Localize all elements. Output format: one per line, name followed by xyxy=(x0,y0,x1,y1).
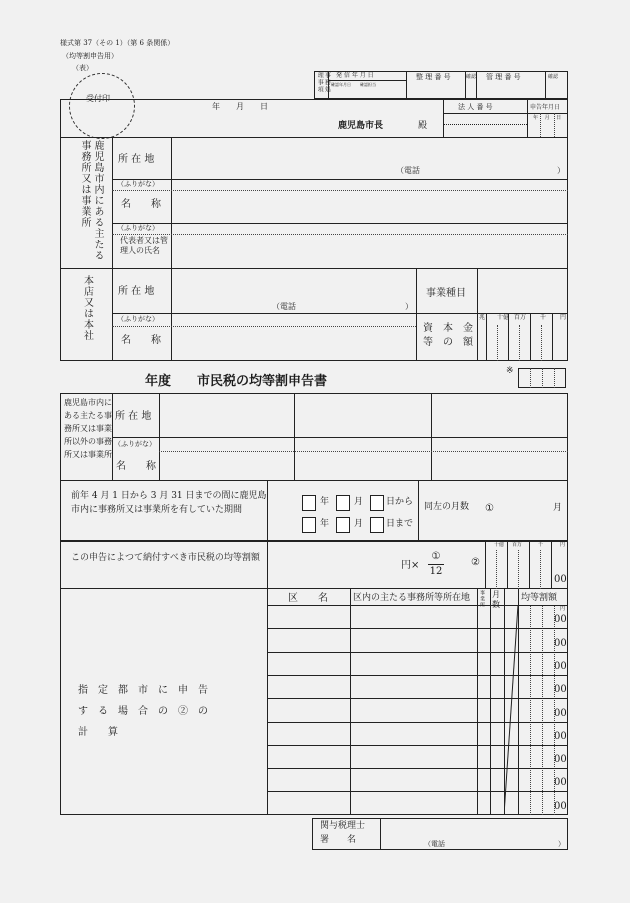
seiri-number-label: 整 理 番 号 xyxy=(416,73,451,81)
form-side: （表） xyxy=(72,64,93,72)
tax-text: この申告によつて納付すべき市民税の均等割額 xyxy=(71,553,260,563)
from-day-box[interactable] xyxy=(370,495,384,511)
col-amount: 均等割額 xyxy=(521,593,558,603)
row-divider xyxy=(267,628,568,629)
ward-input[interactable] xyxy=(270,608,346,625)
row-amount-zero: 00 xyxy=(554,637,567,649)
accountant-label: 関与税理士 xyxy=(320,821,366,831)
formula-yen: 円× xyxy=(401,560,420,571)
fiscal-year-label: 年度 xyxy=(145,374,172,389)
ward-input[interactable] xyxy=(270,655,346,672)
months-strike-line xyxy=(504,605,518,815)
main-furigana-1: （ふりがな） xyxy=(117,180,159,188)
other-furigana: （ふりがな） xyxy=(114,440,156,448)
main-address-label: 所 在 地 xyxy=(118,154,155,165)
mark-2: ② xyxy=(471,557,480,568)
capital-label: 資 本 金 xyxy=(423,323,473,334)
head-phone: （電話 xyxy=(272,302,296,311)
row-amount-zero: 00 xyxy=(554,707,567,719)
col-months: 月数 xyxy=(492,590,500,609)
accountant-phone: （電話 xyxy=(424,840,445,848)
corp-number-label: 法 人 番 号 xyxy=(458,103,493,111)
row-divider xyxy=(267,745,568,746)
formula-denominator: 12 xyxy=(429,566,443,577)
row-amount-zero: 00 xyxy=(554,684,567,696)
period-text: 前年 4 月 1 日から 3 月 31 日までの間に鹿児島市内に事務所又は事業所を有していた期間 xyxy=(71,491,267,515)
tax-form-page: 様式第 37（その 1）（第 6 条関係） （均等割申告用） （表） 事務処理事項 発 信 年 月 日 確認年月日 確認担当 整 理 番 号 確認 管 理 番 号 確認 受付印 年 月 日 法 人 番 号 申告年月日 年 月 日 鹿児島市長 殿 鹿児島市内にある主たる事務所又は事業所 所 在 地 （電話 ） （ふりがな） 名 称 （ふりがな） 代表者又は管理人の氏名 本店又は本社 所 在 地 （電話 ） （ふりがな） 名 称 事業種目 資 本 金 等 の 額 兆 十億 百万 千 円 年度 市民税の均等割申告書 ※ 鹿児島市内にある主たる事務所又は事業所以外の事務所又は事業所 所 在 地 （ふりがな） 名 称 前年 4 月 1 日から 3 月 31 日までの間に鹿児島市内に事務所又は事業所を有していた期間 年 月 日から 年 月 日まで 同左の月数 ① 月 この申告によつて納付すべき市民税の均等割額 円× ① 12 ② 十億 百万 千 円 00 指 定 都 市 に 申 告 す る 場 合 の ② の 計 算 区 名 区内の主たる事務所等所在地 事業所 月数 均等割額 円 00 00 00 00 00 00 00 00 00 関与税理士 署 名 （電話 ） xyxy=(60,39,567,848)
main-phone: （電話 xyxy=(396,166,420,175)
business-type-label: 事業種目 xyxy=(426,288,466,299)
form-number: 様式第 37（その 1）（第 6 条関係） xyxy=(60,39,175,47)
representative-input[interactable] xyxy=(175,238,555,260)
ward-input[interactable] xyxy=(270,678,346,695)
accountant-signature-input[interactable] xyxy=(384,821,564,837)
designated-label: 指 定 都 市 に 申 告 す る 場 合 の ② の 計 算 xyxy=(78,685,208,738)
head-name-label: 名 称 xyxy=(121,335,161,346)
col-office: 区内の主たる事務所等所在地 xyxy=(353,593,471,603)
ward-input[interactable] xyxy=(270,631,346,648)
tax-zero: 00 xyxy=(554,574,567,585)
row-divider xyxy=(267,698,568,699)
ward-input[interactable] xyxy=(270,701,346,718)
row-amount-zero: 00 xyxy=(554,800,567,812)
from-month-box[interactable] xyxy=(336,495,350,511)
row-amount-zero: 00 xyxy=(554,614,567,626)
main-office-label: 鹿児島市内にある主たる事務所又は事業所 xyxy=(79,140,103,261)
main-furigana-2: （ふりがな） xyxy=(117,224,159,232)
send-date-label: 発 信 年 月 日 xyxy=(336,72,374,79)
ward-input[interactable] xyxy=(270,771,346,788)
head-address-label: 所 在 地 xyxy=(118,286,155,297)
office-use-label: 事務処理事項 xyxy=(316,72,331,93)
main-address-input[interactable] xyxy=(175,150,555,164)
form-title: 市民税の均等割申告書 xyxy=(197,374,328,389)
row-divider xyxy=(267,791,568,792)
row-amount-zero: 00 xyxy=(554,777,567,789)
row-amount-zero: 00 xyxy=(554,660,567,672)
other-address-label: 所 在 地 xyxy=(115,411,152,422)
row-amount-zero: 00 xyxy=(554,754,567,766)
ward-input[interactable] xyxy=(270,748,346,765)
month-unit: 月 xyxy=(553,503,563,513)
row-divider xyxy=(267,675,568,676)
row-divider xyxy=(267,722,568,723)
office-mark: ※ xyxy=(506,366,514,376)
head-name-input[interactable] xyxy=(175,330,411,354)
kanri-number-label: 管 理 番 号 xyxy=(486,73,521,81)
head-address-input[interactable] xyxy=(175,281,411,297)
row-amount-zero: 00 xyxy=(554,730,567,742)
to-day-box[interactable] xyxy=(370,517,384,533)
form-kind: （均等割申告用） xyxy=(62,52,118,60)
head-office-label: 本店又は本社 xyxy=(81,275,93,341)
business-type-input[interactable] xyxy=(480,272,565,310)
formula-numerator: ① xyxy=(431,551,441,562)
receipt-stamp-label: 受付印 xyxy=(86,94,110,103)
shinkoku-date-label: 申告年月日 xyxy=(530,104,561,111)
representative-label: 代表者又は管理人の氏名 xyxy=(120,236,168,255)
to-year-box[interactable] xyxy=(302,517,316,533)
row-divider xyxy=(267,768,568,769)
addressee: 鹿児島市長 xyxy=(338,121,384,131)
tax-section xyxy=(60,541,568,589)
row-divider xyxy=(267,652,568,653)
col-ward: 区 名 xyxy=(288,593,328,604)
ward-input[interactable] xyxy=(270,794,346,811)
other-offices-label: 鹿児島市内にある主たる事務所又は事業所以外の事務所又は事業所 xyxy=(64,398,112,459)
ward-input[interactable] xyxy=(270,725,346,742)
to-month-box[interactable] xyxy=(336,517,350,533)
months-label: 同左の月数 xyxy=(424,502,470,512)
addressee-dono: 殿 xyxy=(418,121,428,131)
head-furigana: （ふりがな） xyxy=(117,315,159,323)
from-year-box[interactable] xyxy=(302,495,316,511)
col-flag: 事業所 xyxy=(479,590,485,608)
main-name-label: 名 称 xyxy=(121,199,161,210)
filing-date: 年 月 日 xyxy=(212,102,268,111)
mark-1: ① xyxy=(485,503,494,514)
other-name-label: 名 称 xyxy=(116,461,156,472)
months-input[interactable] xyxy=(500,496,550,516)
main-name-input[interactable] xyxy=(175,195,555,215)
